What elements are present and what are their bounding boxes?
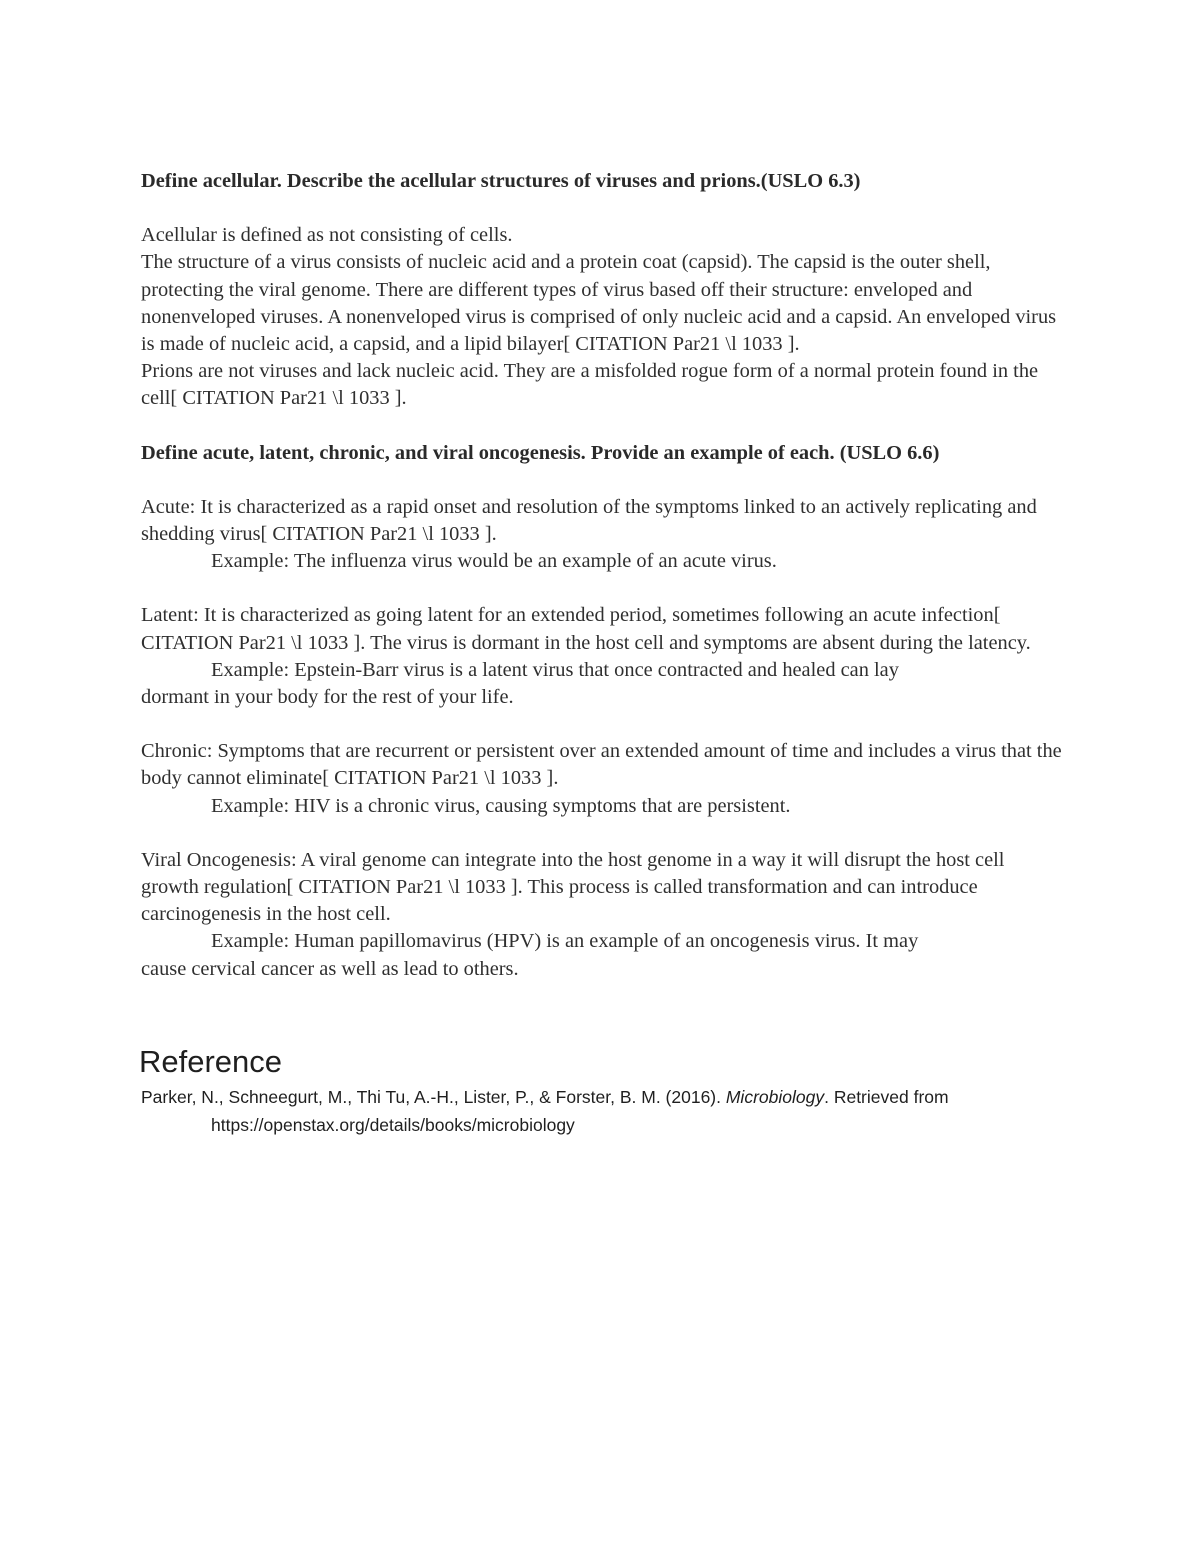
chronic-example: Example: HIV is a chronic virus, causing symptoms that are persistent. (211, 794, 791, 817)
latent-example: Example: Epstein-Barr virus is a latent virus that once contracted and healed can lay (211, 658, 899, 681)
question-1-heading: Define acellular. Describe the acellular structures of viruses and prions.(USLO 6.3) (141, 170, 861, 192)
reference-retrieved: . Retrieved from https://openstax.org/details/books/microbiology (211, 1086, 949, 1135)
latent-paragraph: Latent: It is characterized as going latent for an extended period, sometimes following an acute infection[ CITATION Par21 \l 1033 ]. The virus is dormant in the host cell and symptoms are absent during the latency. (141, 604, 1031, 654)
reference-heading: Reference (139, 1043, 283, 1079)
oncogenesis-example-continued: cause cervical cancer as well as lead to others. (141, 957, 519, 980)
acute-example: Example: The influenza virus would be an example of an acute virus. (211, 550, 777, 573)
acute-paragraph: Acute: It is characterized as a rapid onset and resolution of the symptoms linked to an actively replicating and shedding virus[ CITATION Par21 \l 1033 ]. (141, 495, 1037, 546)
acellular-definition: Acellular is defined as not consisting of cells. (141, 224, 513, 247)
latent-example-continued: dormant in your body for the rest of your life. (141, 686, 514, 709)
chronic-paragraph: Chronic: Symptoms that are recurrent or persistent over an extended amount of time and includes a virus that the body cannot eliminate[ CITATION Par21 \l 1033 ]. (141, 740, 1062, 790)
reference-entry (141, 1083, 1066, 1139)
oncogenesis-paragraph: Viral Oncogenesis: A viral genome can integrate into the host genome in a way it will disrupt the host cell growth regulation[ CITATION Par21 \l 1033 ]. This process is called transformation and can introduce carcinogenesis in the host cell. (141, 848, 1005, 926)
document-page (141, 168, 1066, 1139)
reference-title: Microbiology (725, 1086, 825, 1107)
prions-paragraph: Prions are not viruses and lack nucleic acid. They are a misfolded rogue form of a normal protein found in the cell[ CITATION Par21 \l 1033 ]. (141, 360, 1039, 410)
question-2-heading: Define acute, latent, chronic, and viral oncogenesis. Provide an example of each. (USLO 6.6) (141, 441, 940, 464)
virus-structure-paragraph: The structure of a virus consists of nucleic acid and a protein coat (capsid). The capsid is the outer shell, protecting the viral genome. There are different types of virus based off their structure: enveloped and nonenveloped viruses. A nonenveloped virus is comprised of only nucleic acid and a capsid. An enveloped virus is made of nucleic acid, a capsid, and a lipid bilayer[ CITATION Par21 \l 1033 ]. (141, 251, 1057, 356)
oncogenesis-example: Example: Human papillomavirus (HPV) is an example of an oncogenesis virus. It may (211, 930, 919, 953)
reference-authors: Parker, N., Schneegurt, M., Thi Tu, A.-H., Lister, P., & Forster, B. M. (2016). (141, 1086, 726, 1107)
